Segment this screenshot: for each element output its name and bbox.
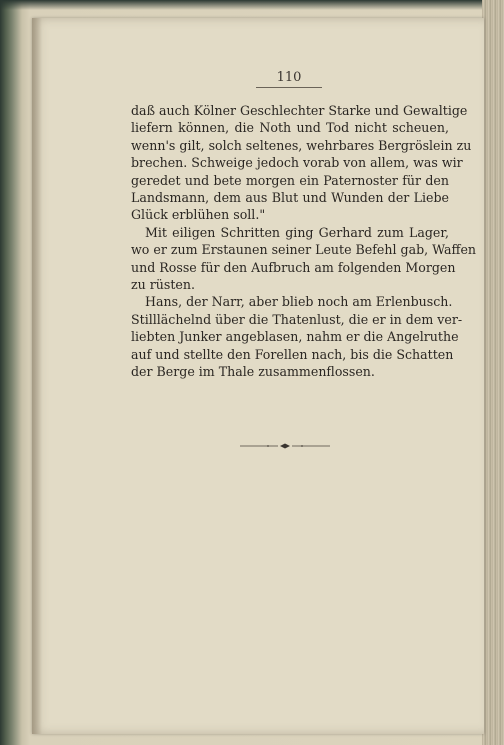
text-line: brechen. Schweige jedoch vorab von allem, was wir [131, 155, 463, 171]
section-divider-ornament-icon [240, 442, 330, 450]
text-line: geredet und bete morgen ein Paternoster für den [131, 172, 449, 188]
page-edges [482, 0, 504, 745]
text-line: zu rüsten. [131, 277, 195, 293]
page-number: 110 [276, 70, 302, 85]
text-line: daß auch Kölner Geschlechter Starke und Gewaltige [131, 103, 468, 118]
text-line: liefern können, die Noth und Tod nicht scheuen, [131, 120, 449, 136]
page-number-rule [256, 87, 322, 88]
text-line: auf und stellte den Forellen nach, bis die Schatten [131, 346, 454, 362]
text-line: wenn's gilt, solch seltenes, wehrbares Bergröslein zu [131, 137, 472, 153]
text-line: Stilllächelnd über die Thatenlust, die er in dem ver- [131, 311, 463, 327]
text-line: Hans, der Narr, aber blieb noch am Erlenbusch. [145, 294, 453, 310]
top-shadow [0, 0, 504, 10]
text-line: der Berge im Thale zusammenflossen. [131, 364, 375, 380]
text-line: liebten Junker angeblasen, nahm er die Angelruthe [131, 329, 459, 345]
body-text [131, 102, 477, 381]
text-line: Glück erblühen soll." [131, 207, 266, 223]
text-line: und Rosse für den Aufbruch am folgenden Morgen [131, 259, 456, 275]
text-line: Landsmann, dem aus Blut und Wunden der Liebe [131, 190, 449, 206]
text-line: Mit eiligen Schritten ging Gerhard zum Lager, [145, 224, 449, 240]
text-line: wo er zum Erstaunen seiner Leute Befehl gab, Waffen [131, 242, 477, 258]
page-gutter [32, 18, 42, 734]
